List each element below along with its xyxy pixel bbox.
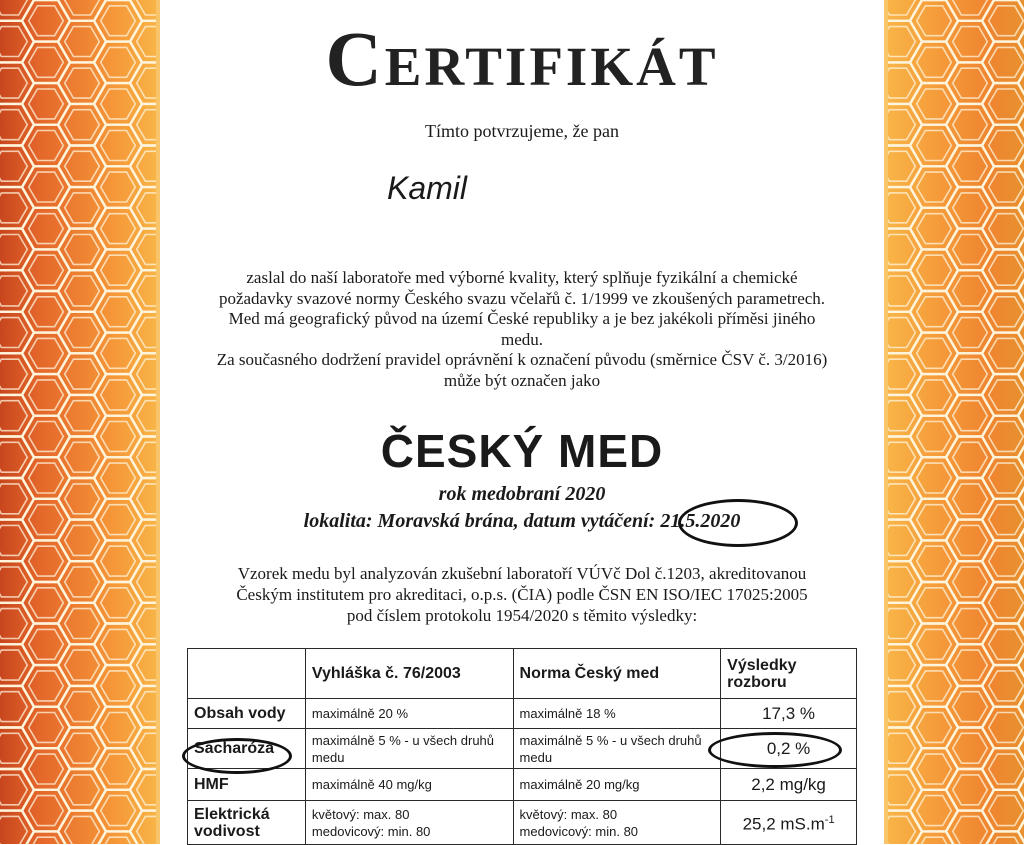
hexagon-ornament (29, 47, 64, 77)
hexagon-ornament (0, 692, 27, 722)
hexagon-ornament (989, 588, 1024, 618)
hexagon-ornament (101, 297, 136, 327)
hexagon-ornament (65, 484, 100, 514)
norm-value: maximálně 18 % (513, 699, 721, 729)
hexagon-ornament (29, 713, 64, 743)
row-label: Obsah vody (188, 699, 306, 729)
hexagon-ornament (29, 338, 64, 368)
hexagon-ornament (953, 816, 988, 844)
hexagon-ornament (989, 629, 1024, 659)
hexagon-ornament (101, 6, 136, 36)
hexagon-ornament (989, 172, 1024, 202)
result-superscript: -1 (824, 814, 835, 827)
hexagon-ornament (884, 401, 915, 431)
date-highlight-circle (678, 499, 798, 547)
hexagon-ornament (0, 68, 27, 98)
hexagon-ornament (953, 110, 988, 140)
hexagon-ornament (989, 131, 1024, 161)
hexagon-ornament (29, 422, 64, 452)
hexagon-ornament (917, 629, 952, 659)
extraction-date: 21.5.2020 (660, 510, 741, 532)
table-header-empty (188, 649, 306, 699)
hexagon-pattern-left (0, 0, 160, 844)
hexagon-ornament (101, 546, 136, 576)
locality-text: lokalita: Moravská brána, datum vytáčení: (303, 510, 661, 532)
hexagon-ornament (29, 671, 64, 701)
regulation-line: medovicový: min. 80 (311, 823, 431, 839)
left-ornamental-border (0, 0, 160, 844)
regulation-value (305, 801, 513, 845)
hexagon-ornament (953, 0, 988, 15)
hexagon-ornament (65, 650, 100, 680)
hexagon-ornament (65, 27, 100, 57)
hexagon-ornament (29, 89, 64, 119)
hexagon-ornament (884, 0, 915, 15)
hexagon-ornament (65, 401, 100, 431)
hexagon-ornament (101, 505, 136, 535)
hexagon-ornament (65, 567, 100, 597)
hexagon-ornament (884, 235, 915, 265)
hexagon-ornament (884, 276, 915, 306)
hexagon-ornament (953, 650, 988, 680)
hexagon-ornament (29, 297, 64, 327)
norm-line: květový: max. 80 (519, 806, 618, 822)
result-value: 17,3 % (721, 699, 857, 729)
honey-designation: ČESKÝ MED (380, 425, 664, 477)
hexagon-ornament (29, 505, 64, 535)
hexagon-ornament (917, 671, 952, 701)
hexagon-ornament (0, 27, 27, 57)
hexagon-ornament (989, 255, 1024, 285)
hexagon-ornament (0, 442, 27, 472)
hexagon-ornament (65, 68, 100, 98)
hexagon-ornament (917, 463, 952, 493)
hexagon-ornament (0, 567, 27, 597)
hexagon-ornament (0, 484, 27, 514)
hexagon-ornament (989, 796, 1024, 826)
hexagon-ornament (953, 609, 988, 639)
hexagon-ornament (29, 255, 64, 285)
hexagon-ornament (917, 131, 952, 161)
hexagon-ornament (953, 193, 988, 223)
hexagon-ornament (917, 837, 952, 844)
hexagon-ornament (101, 837, 136, 844)
hexagon-ornament (101, 338, 136, 368)
hexagon-pattern-right (884, 0, 1024, 844)
hexagon-ornament (917, 338, 952, 368)
hexagon-ornament (65, 110, 100, 140)
row-label: Elektrická vodivost (188, 801, 306, 845)
hexagon-ornament (953, 484, 988, 514)
hexagon-ornament (29, 754, 64, 784)
hexagon-ornament (989, 713, 1024, 743)
hexagon-ornament (101, 255, 136, 285)
hexagon-ornament (101, 463, 136, 493)
hexagon-ornament (884, 692, 915, 722)
hexagon-ornament (884, 816, 915, 844)
hexagon-ornament (917, 713, 952, 743)
hexagon-ornament (917, 297, 952, 327)
hexagon-ornament (29, 837, 64, 844)
table-header-regulation: Vyhláška č. 76/2003 (305, 649, 513, 699)
norm-line: medovicový: min. 80 (519, 823, 639, 839)
hexagon-ornament (0, 193, 27, 223)
hexagon-ornament (101, 796, 136, 826)
hexagon-ornament (884, 567, 915, 597)
body-line: požadavky svazové normy Českého svazu včelařů č. 1/1999 ve zkoušených parametrech. (218, 288, 826, 308)
hexagon-ornament (101, 214, 136, 244)
hexagon-ornament (917, 214, 952, 244)
hexagon-ornament (101, 47, 136, 77)
hexagon-ornament (884, 733, 915, 763)
hexagon-ornament (65, 235, 100, 265)
hexagon-ornament (29, 629, 64, 659)
hexagon-ornament (953, 151, 988, 181)
hexagon-ornament (0, 609, 27, 639)
hexagon-ornament (917, 754, 952, 784)
regulation-value: maximálně 20 % (305, 699, 513, 729)
hexagon-ornament (989, 6, 1024, 36)
hexagon-ornament (101, 380, 136, 410)
hexagon-ornament (29, 588, 64, 618)
hexagon-ornament (917, 505, 952, 535)
hexagon-ornament (884, 442, 915, 472)
hexagon-ornament (29, 6, 64, 36)
hexagon-ornament (953, 442, 988, 472)
hexagon-ornament (0, 0, 27, 15)
hexagon-ornament (65, 0, 100, 15)
hexagon-ornament (65, 733, 100, 763)
hexagon-ornament (29, 380, 64, 410)
table-row (188, 699, 857, 729)
hexagon-ornament (101, 172, 136, 202)
hexagon-ornament (29, 796, 64, 826)
hexagon-ornament (989, 89, 1024, 119)
hexagon-ornament (989, 754, 1024, 784)
lab-statement (165, 563, 879, 626)
right-border-edge (884, 0, 888, 844)
hexagon-ornament (101, 754, 136, 784)
table-header-row (188, 649, 857, 699)
right-ornamental-border (884, 0, 1024, 844)
hexagon-ornament (0, 151, 27, 181)
hexagon-ornament (65, 609, 100, 639)
hexagon-ornament (953, 692, 988, 722)
intro-text: Tímto potvrzujeme, že pan (425, 121, 619, 141)
hexagon-ornament (989, 422, 1024, 452)
hexagon-ornament (953, 733, 988, 763)
hexagon-ornament (989, 380, 1024, 410)
hexagon-ornament (917, 588, 952, 618)
norm-value (513, 801, 721, 845)
hexagon-ornament (0, 775, 27, 805)
hexagon-ornament (953, 359, 988, 389)
hexagon-ornament (884, 27, 915, 57)
hexagon-ornament (101, 131, 136, 161)
lab-line: Vzorek medu byl analyzován zkušební laboratoří VÚVč Dol č.1203, akreditovanou (237, 564, 807, 583)
lab-line: Českým institutem pro akreditaci, o.p.s. (ČIA) podle ČSN EN ISO/IEC 17025:2005 (236, 585, 808, 604)
hexagon-ornament (101, 713, 136, 743)
hexagon-ornament (917, 6, 952, 36)
hexagon-ornament (989, 463, 1024, 493)
hexagon-ornament (953, 27, 988, 57)
result-value (721, 801, 857, 845)
hexagon-ornament (0, 525, 27, 555)
sucrose-highlight-circle (182, 738, 292, 774)
hexagon-ornament (65, 775, 100, 805)
hexagon-ornament (0, 816, 27, 844)
hexagon-ornament (884, 650, 915, 680)
body-line: zaslal do naší laboratoře med výborné kvality, který splňuje fyzikální a chemické (246, 268, 798, 287)
hexagon-ornament (29, 463, 64, 493)
hexagon-ornament (0, 318, 27, 348)
hexagon-ornament (0, 110, 27, 140)
hexagon-ornament (953, 318, 988, 348)
hexagon-ornament (884, 68, 915, 98)
hexagon-ornament (29, 546, 64, 576)
hexagon-ornament (0, 650, 27, 680)
hexagon-ornament (0, 235, 27, 265)
hexagon-ornament (884, 484, 915, 514)
hexagon-ornament (65, 276, 100, 306)
hexagon-ornament (101, 89, 136, 119)
hexagon-ornament (917, 546, 952, 576)
hexagon-ornament (101, 588, 136, 618)
hexagon-ornament (101, 422, 136, 452)
hexagon-ornament (989, 837, 1024, 844)
table-row (188, 801, 857, 845)
hexagon-ornament (101, 671, 136, 701)
lab-line: pod číslem protokolu 1954/2020 s těmito výsledky: (346, 606, 698, 625)
hexagon-ornament (65, 525, 100, 555)
hexagon-ornament (953, 401, 988, 431)
result-text: 25,2 mS.m (742, 814, 825, 834)
hexagon-ornament (884, 318, 915, 348)
hexagon-ornament (65, 151, 100, 181)
hexagon-ornament (917, 255, 952, 285)
hexagon-ornament (917, 796, 952, 826)
table-header-result: Výsledky rozboru (721, 649, 857, 699)
hexagon-ornament (884, 775, 915, 805)
hexagon-ornament (65, 359, 100, 389)
hexagon-ornament (0, 276, 27, 306)
hexagon-ornament (917, 89, 952, 119)
certificate-title: Certifikát (325, 15, 719, 102)
hexagon-ornament (989, 338, 1024, 368)
hexagon-ornament (989, 671, 1024, 701)
hexagon-ornament (953, 525, 988, 555)
row-label: HMF (188, 769, 306, 801)
hexagon-ornament (0, 733, 27, 763)
hexagon-ornament (65, 816, 100, 844)
body-line: medu. (500, 329, 544, 349)
body-line: Med má geografický původ na území České republiky a je bez jakékoli příměsi jiného (228, 309, 816, 328)
hexagon-ornament (0, 401, 27, 431)
row-label: Sacharóza (188, 729, 306, 769)
regulation-value: maximálně 40 mg/kg (305, 769, 513, 801)
certificate-body (165, 268, 879, 391)
hexagon-ornament (65, 193, 100, 223)
hexagon-ornament (29, 172, 64, 202)
body-line: může být označen jako (443, 370, 601, 390)
hexagon-ornament (953, 567, 988, 597)
result-value: 0,2 % (721, 729, 857, 769)
hexagon-ornament (989, 505, 1024, 535)
hexagon-ornament (65, 692, 100, 722)
hexagon-ornament (884, 193, 915, 223)
hexagon-ornament (989, 214, 1024, 244)
hexagon-ornament (884, 609, 915, 639)
table-header-norm: Norma Český med (513, 649, 721, 699)
hexagon-ornament (884, 151, 915, 181)
hexagon-ornament (917, 47, 952, 77)
hexagon-ornament (953, 235, 988, 265)
hexagon-ornament (884, 359, 915, 389)
regulation-value: maximálně 5 % - u všech druhů medu (305, 729, 513, 769)
hexagon-ornament (884, 110, 915, 140)
hexagon-ornament (989, 546, 1024, 576)
hexagon-ornament (989, 297, 1024, 327)
hexagon-ornament (917, 172, 952, 202)
table-row (188, 769, 857, 801)
result-value: 2,2 mg/kg (721, 769, 857, 801)
hexagon-ornament (65, 318, 100, 348)
regulation-line: květový: max. 80 (311, 806, 410, 822)
hexagon-ornament (953, 68, 988, 98)
harvest-year: rok medobraní 2020 (438, 483, 606, 505)
hexagon-ornament (29, 131, 64, 161)
sucrose-result-highlight-circle (708, 732, 842, 768)
norm-value: maximálně 5 % - u všech druhů medu (513, 729, 721, 769)
hexagon-ornament (0, 359, 27, 389)
hexagon-ornament (953, 276, 988, 306)
hexagon-ornament (917, 422, 952, 452)
body-line: Za současného dodržení pravidel oprávnění k označení původu (směrnice ČSV č. 3/2016) (216, 350, 828, 369)
norm-value: maximálně 20 mg/kg (513, 769, 721, 801)
hexagon-ornament (989, 47, 1024, 77)
hexagon-ornament (101, 629, 136, 659)
recipient-name: Kamil (387, 170, 468, 206)
hexagon-ornament (29, 214, 64, 244)
hexagon-ornament (884, 525, 915, 555)
hexagon-ornament (65, 442, 100, 472)
hexagon-ornament (917, 380, 952, 410)
hexagon-ornament (953, 775, 988, 805)
